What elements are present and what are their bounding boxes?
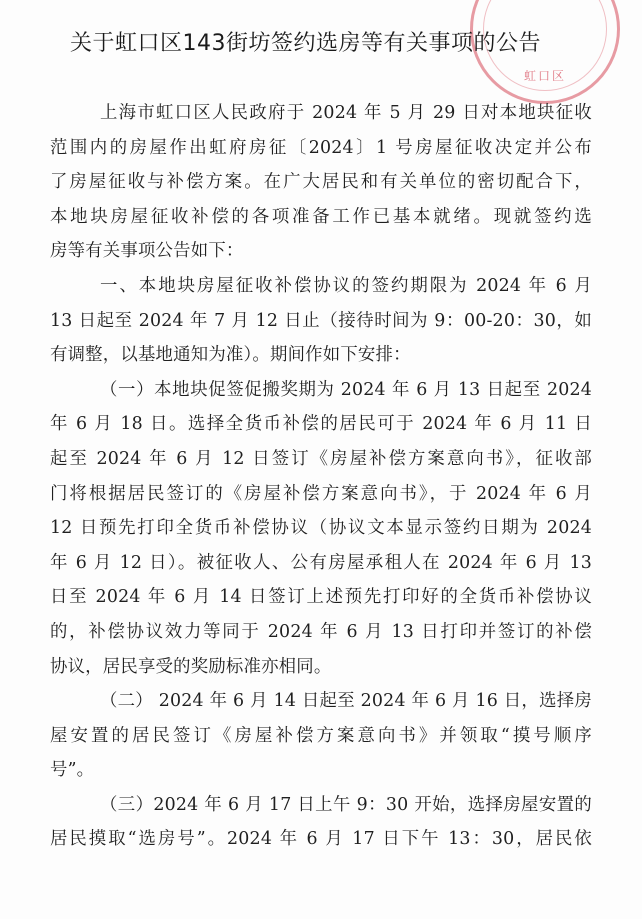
paragraph-line: 的，补偿协议效力等同于 2024 年 6 月 13 日打印并签订的补偿 — [50, 621, 592, 642]
paragraph-line: 屋安置的居民签订《房屋补偿方案意向书》并领取“摸号顺序 — [50, 725, 592, 746]
paragraph-line: （三）2024 年 6 月 17 日上午 9：30 开始，选择房屋安置的 — [100, 794, 592, 815]
paragraph-line: 一、本地块房屋征收补偿协议的签约期限为 2024 年 6 月 — [100, 275, 592, 296]
seal-text: 虹口区 — [523, 69, 566, 83]
paragraph-line: 13 日起至 2024 年 7 月 12 日止（接待时间为 9：00-20：30，如 — [50, 310, 592, 331]
paragraph-line: 本地块房屋征收补偿的各项准备工作已基本就绪。现就签约选 — [50, 206, 592, 227]
paragraph-line: 了房屋征收与补偿方案。在广大居民和有关单位的密切配合下， — [50, 172, 592, 193]
document-title: 关于虹口区143街坊签约选房等有关事项的公告 — [70, 31, 541, 56]
paragraph-line: 协议，居民享受的奖励标准亦相同。 — [50, 656, 332, 677]
paragraph-line: 有调整，以基地通知为准）。期间作如下安排： — [50, 345, 411, 366]
paragraph-line: 日至 2024 年 6 月 14 日签订上述预先打印好的全货币补偿协议 — [50, 587, 592, 608]
paragraph-line: 年 6 月 12 日）。被征收人、公有房屋承租人在 2024 年 6 月 13 — [50, 552, 592, 573]
paragraph-line: 上海市虹口区人民政府于 2024 年 5 月 29 日对本地块征收 — [100, 103, 592, 123]
paragraph-line: 起至 2024 年 6 月 12 日签订《房屋补偿方案意向书》，征收部 — [50, 448, 592, 469]
paragraph-line: 12 日预先打印全货币补偿协议（协议文本显示签约日期为 2024 — [50, 518, 592, 539]
paragraph-line: （二） 2024 年 6 月 14 日起至 2024 年 6 月 16 日，选择房 — [100, 691, 592, 712]
paragraph-line: 号”。 — [50, 760, 95, 781]
paragraph-line: 居民摸取“选房号”。2024 年 6 月 17 日下午 13：30，居民依 — [50, 829, 592, 850]
document-body — [50, 96, 592, 857]
paragraph-line: 门将根据居民签订的《房屋补偿方案意向书》，于 2024 年 6 月 — [50, 483, 592, 504]
paragraph-line: 房等有关事项公告如下： — [50, 241, 244, 262]
paragraph-line: （一）本地块促签促搬奖期为 2024 年 6 月 13 日起至 2024 — [100, 379, 592, 400]
paragraph-line: 范围内的房屋作出虹府房征〔2024〕1 号房屋征收决定并公布 — [50, 137, 592, 158]
paragraph-line: 年 6 月 18 日。选择全货币补偿的居民可于 2024 年 6 月 11 日 — [50, 414, 592, 435]
